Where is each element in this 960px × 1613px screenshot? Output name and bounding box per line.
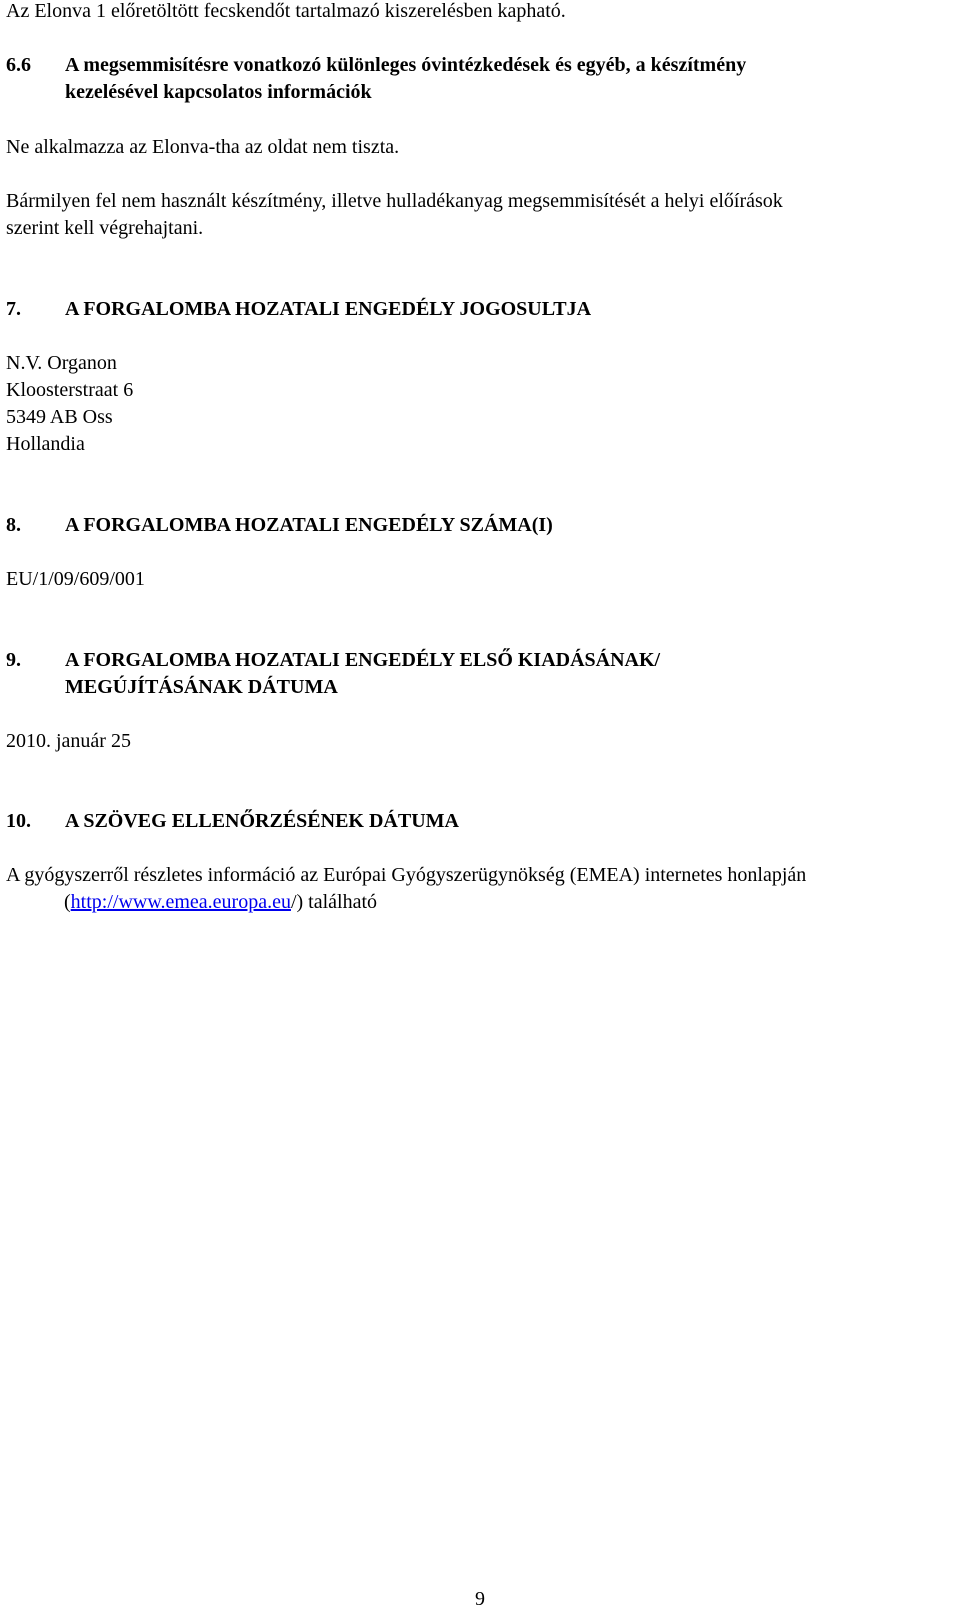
section-6-6-paragraph-1: Ne alkalmazza az Elonva-tha az oldat nem tiszta. (6, 136, 400, 158)
open-paren: ( (64, 891, 71, 913)
section-10-heading (6, 808, 954, 835)
section-6-6-paragraph-2-line2: szerint kell végrehajtani. (6, 217, 204, 239)
section-7-number: 7. (6, 298, 21, 320)
address-line-street: Kloosterstraat 6 (6, 379, 134, 401)
section-8-title: A FORGALOMBA HOZATALI ENGEDÉLY SZÁMA(I) (65, 514, 553, 536)
section-10-text-line2 (6, 889, 954, 916)
section-10-text-tail: /) található (290, 891, 378, 913)
section-9-title-line2: MEGÚJÍTÁSÁNAK DÁTUMA (65, 676, 338, 698)
section-9-number: 9. (6, 649, 21, 671)
address-line-city: 5349 AB Oss (6, 406, 113, 428)
section-8-number: 8. (6, 514, 21, 536)
section-6-6-title-line2: kezelésével kapcsolatos információk (65, 81, 372, 103)
first-authorisation-date: 2010. január 25 (6, 730, 131, 752)
intro-paragraph: Az Elonva 1 előretöltött fecskendőt tartalmazó kiszerelésben kapható. (6, 0, 566, 22)
section-9-title-line1: A FORGALOMBA HOZATALI ENGEDÉLY ELSŐ KIADÁSÁNAK/ (65, 649, 661, 671)
section-10-text-line1: A gyógyszerről részletes információ az Európai Gyógyszerügynökség (EMEA) internetes honlapján (6, 864, 807, 886)
section-6-6-title-line1: A megsemmisítésre vonatkozó különleges óvintézkedések és egyéb, a készítmény (65, 54, 747, 76)
section-6-6-paragraph-2-line1: Bármilyen fel nem használt készítmény, illetve hulladékanyag megsemmisítését a helyi előírások (6, 190, 783, 212)
section-7-heading (6, 296, 954, 323)
section-8-heading (6, 512, 954, 539)
section-9-heading (6, 647, 954, 701)
section-6-6-number: 6.6 (6, 54, 31, 76)
marketing-authorisation-holder-address (6, 350, 954, 458)
address-line-company: N.V. Organon (6, 352, 117, 374)
section-6-6-heading (6, 52, 954, 106)
section-7-title: A FORGALOMBA HOZATALI ENGEDÉLY JOGOSULTJA (65, 298, 592, 320)
section-10-number: 10. (6, 810, 31, 832)
page-number: 9 (475, 1588, 485, 1610)
emea-website-link[interactable]: http://www.emea.europa.eu (70, 891, 291, 913)
section-10-title: A SZÖVEG ELLENŐRZÉSÉNEK DÁTUMA (65, 810, 459, 832)
section-10-paragraph (6, 862, 954, 916)
address-line-country: Hollandia (6, 433, 85, 455)
authorisation-number: EU/1/09/609/001 (6, 568, 145, 590)
section-6-6-paragraph-2 (6, 188, 954, 242)
